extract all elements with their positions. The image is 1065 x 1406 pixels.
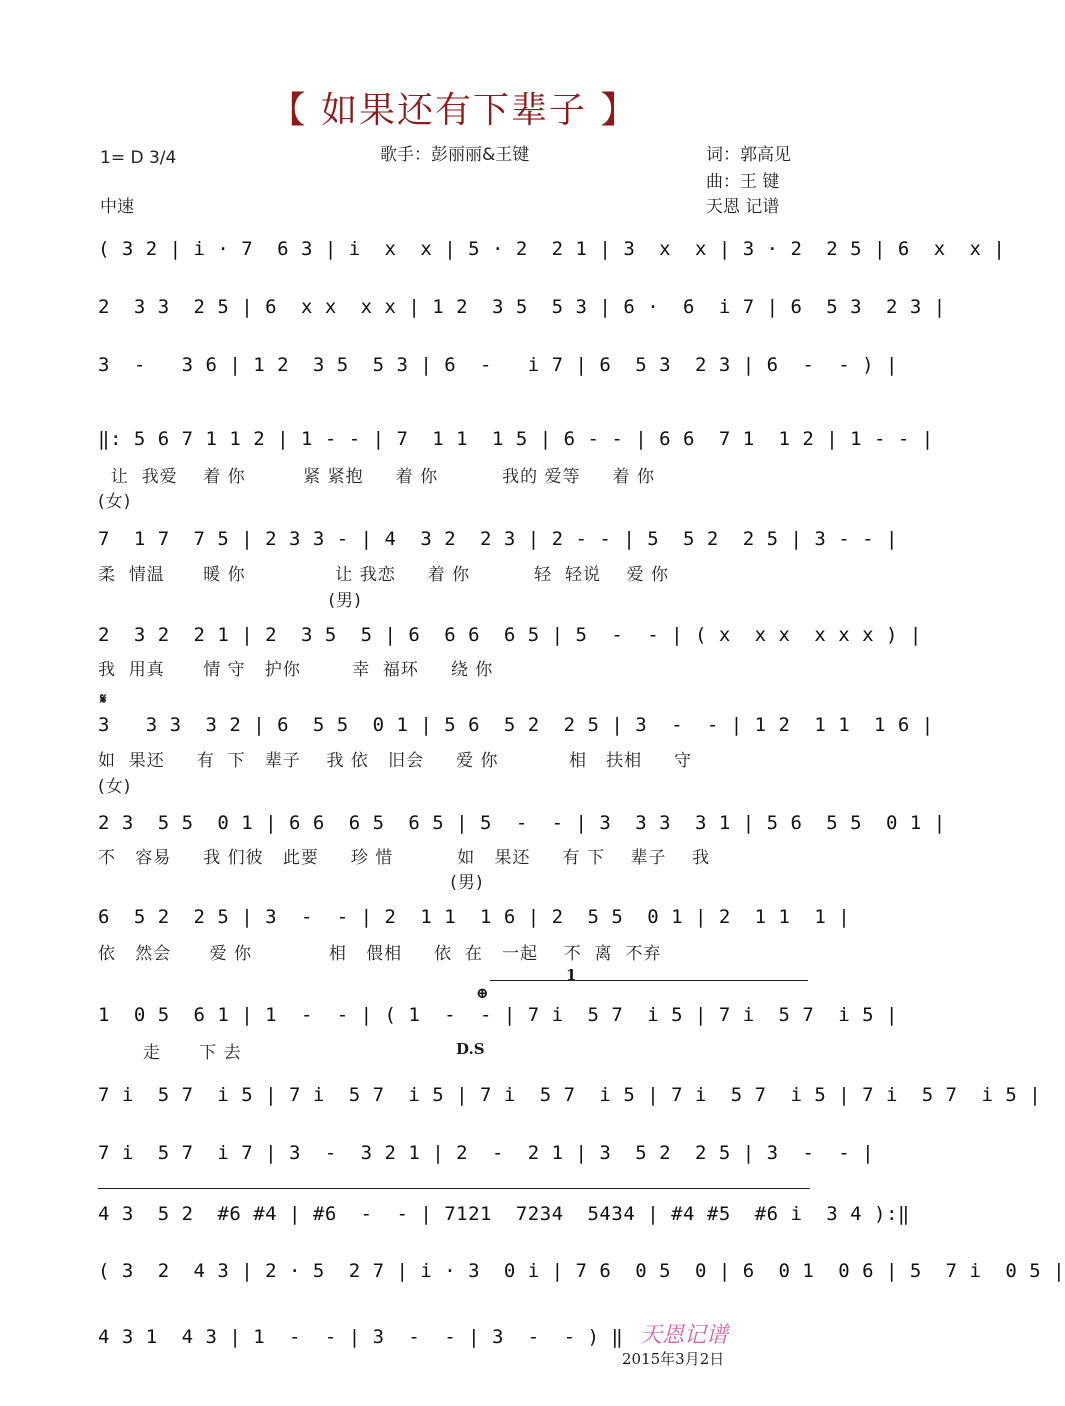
section-bracket bbox=[98, 1188, 810, 1189]
transcriber-stamp: 天恩记谱 bbox=[640, 1323, 729, 1348]
score-line-8: 2 3 5 5 0 1 | 6 6 6 5 6 5 | 5 - - | 3 3 3 3 1 | 5 6 5 5 0 1 | bbox=[98, 812, 946, 834]
lyric-line-7: 走 下 去 bbox=[98, 1043, 242, 1063]
lyric-line-4: 如 果还 有 下 辈子 我 依 旧会 爱 你 相 扶相 守 bbox=[98, 751, 693, 771]
segno-mark: 𝄋 bbox=[100, 690, 107, 708]
score-line-10: 1 0 5 6 1 | 1 - - | ( 1 - - | 7 i 5 7 i 5 | 7 i 5 7 i 5 | bbox=[98, 1004, 898, 1026]
score-line-11: 7 i 5 7 i 5 | 7 i 5 7 i 5 | 7 i 5 7 i 5 | 7 i 5 7 i 5 | 7 i 5 7 i 5 | bbox=[98, 1084, 1042, 1106]
transcriber-credit: 天恩 记谱 bbox=[706, 197, 780, 217]
score-line-4: ‖: 5 6 7 1 1 2 | 1 - - | 7 1 1 1 5 | 6 - - | 6 6 7 1 1 2 | 1 - - | bbox=[98, 428, 934, 450]
ds-mark: D.S bbox=[456, 1040, 485, 1058]
score-line-5: 7 1 7 7 5 | 2 3 3 - | 4 3 2 2 3 | 2 - - | 5 5 2 2 5 | 3 - - | bbox=[98, 528, 898, 550]
date-stamp: 2015年3月2日 bbox=[622, 1350, 725, 1368]
score-line-14: ( 3 2 4 3 | 2 · 5 2 7 | i · 3 0 i | 7 6 0 5 0 | 6 0 1 0 6 | 5 7 i 0 5 | bbox=[98, 1260, 1065, 1282]
voice-label-male-1: (男) bbox=[98, 591, 362, 611]
lyricist-credit: 词：郭高见 bbox=[706, 145, 791, 165]
score-line-3: 3 - 3 6 | 1 2 3 5 5 3 | 6 - i 7 | 6 5 3 2 3 | 6 - - ) | bbox=[98, 354, 898, 376]
voice-label-male-2: (男) bbox=[98, 873, 484, 893]
voice-label-female-2: (女) bbox=[98, 777, 132, 797]
voice-label-female-1: (女) bbox=[98, 492, 132, 512]
lyric-line-2: 柔 情温 暖 你 让 我恋 着 你 轻 轻说 爱 你 bbox=[98, 565, 669, 585]
composer-credit: 曲：王 键 bbox=[706, 172, 780, 192]
key-signature: 1= D 3/4 bbox=[100, 148, 177, 168]
score-line-13: 4 3 5 2 #6 #4 | #6 - - | 7121 7234 5434 | #4 #5 #6 i 3 4 ):‖ bbox=[98, 1203, 910, 1225]
ending-number: 1 bbox=[566, 966, 577, 984]
score-line-12: 7 i 5 7 i 7 | 3 - 3 2 1 | 2 - 2 1 | 3 5 2 2 5 | 3 - - | bbox=[98, 1142, 875, 1164]
coda-mark: ⊕ bbox=[476, 984, 489, 1002]
lyric-line-1: 让 我爱 着 你 紧 紧抱 着 你 我的 爱等 着 你 bbox=[98, 467, 655, 487]
lyric-line-3: 我 用真 情 守 护你 幸 福环 绕 你 bbox=[98, 660, 494, 680]
lyric-line-5: 不 容易 我 们彼 此要 珍 惜 如 果还 有 下 辈子 我 bbox=[98, 848, 711, 868]
ending-bracket bbox=[490, 980, 808, 981]
score-line-6: 2 3 2 2 1 | 2 3 5 5 | 6 6 6 6 5 | 5 - - | ( x x x x x x ) | bbox=[98, 624, 922, 646]
lyric-line-6: 依 然会 爱 你 相 偎相 依 在 一起 不 离 不弃 bbox=[98, 944, 662, 964]
score-line-2: 2 3 3 2 5 | 6 x x x x | 1 2 3 5 5 3 | 6 · 6 i 7 | 6 5 3 2 3 | bbox=[98, 296, 946, 318]
score-line-1: ( 3 2 | i · 7 6 3 | i x x | 5 · 2 2 1 | 3 x x | 3 · 2 2 5 | 6 x x | bbox=[98, 238, 1006, 260]
score-line-7: 3 3 3 3 2 | 6 5 5 0 1 | 5 6 5 2 2 5 | 3 - - | 1 2 1 1 1 6 | bbox=[98, 714, 934, 736]
tempo-marking: 中速 bbox=[100, 197, 134, 217]
score-line-9: 6 5 2 2 5 | 3 - - | 2 1 1 1 6 | 2 5 5 0 1 | 2 1 1 1 | bbox=[98, 906, 851, 928]
song-title: 【 如果还有下辈子 】 bbox=[269, 90, 639, 131]
singer-credit: 歌手：彭丽丽&王键 bbox=[380, 145, 530, 165]
score-line-15: 4 3 1 4 3 | 1 - - | 3 - - | 3 - - ) ‖ bbox=[98, 1326, 624, 1348]
